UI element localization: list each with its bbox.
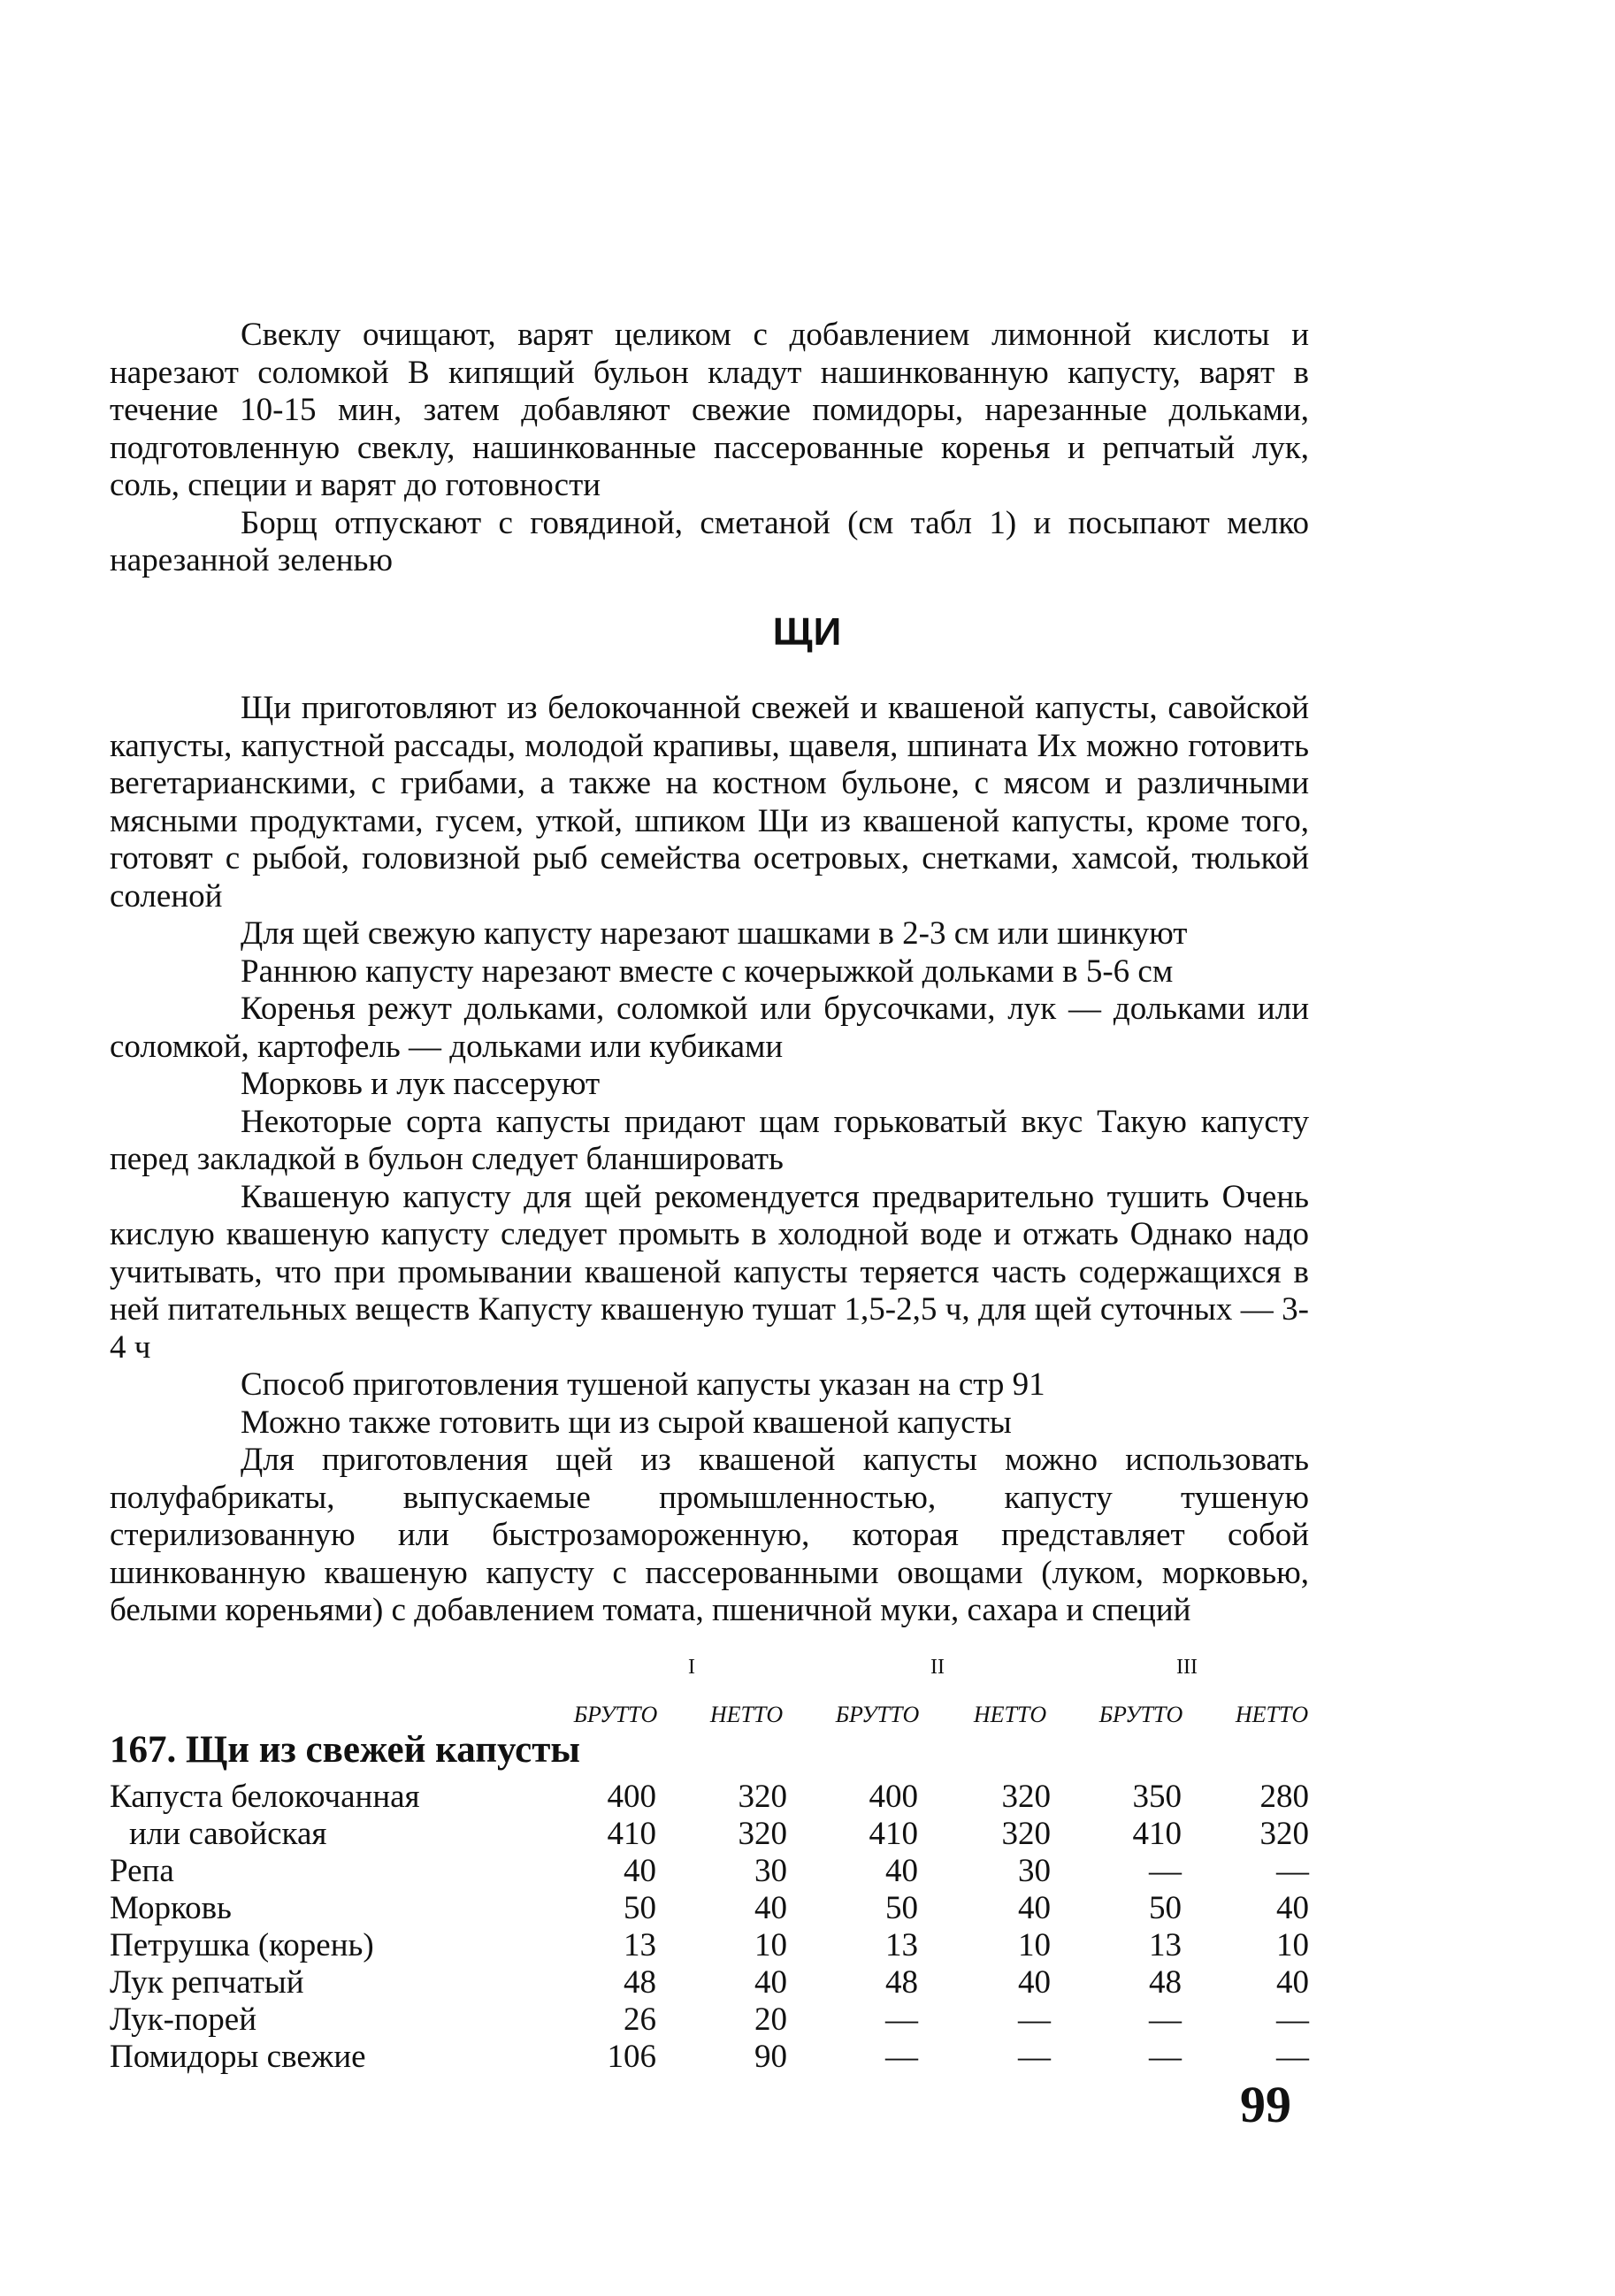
cell: 40 [1276, 1890, 1309, 1926]
cell: 40 [885, 1853, 918, 1889]
table-row [110, 1963, 1309, 2001]
cell: — [1018, 2039, 1051, 2075]
cell: 30 [754, 1853, 787, 1889]
column-header: НЕТТО [973, 1702, 1047, 1727]
paragraph: Можно также готовить щи из сырой квашеной капусты [241, 1404, 1012, 1441]
cell: 40 [624, 1853, 656, 1889]
column-header: БРУТТО [835, 1702, 920, 1727]
paragraph: Раннюю капусту нарезают вместе с кочерыжкой дольками в 5-6 см [241, 953, 1174, 990]
recipe-title: 167. Щи из свежей капусты [110, 1729, 580, 1771]
paragraph: Борщ отпускают с говядиной, сметаной (см табл 1) и посыпают мелко нарезанной зеленью [110, 504, 1309, 578]
table-row [110, 2001, 1309, 2038]
paragraph: Некоторые сорта капусты придают щам горьковатый вкус Такую капусту перед закладкой в бульон следует бланшировать [110, 1103, 1309, 1177]
cell: — [1149, 2001, 1182, 2038]
cell: 410 [607, 1816, 656, 1852]
cell: 10 [754, 1927, 787, 1963]
paragraph: Коренья режут дольками, соломкой или брусочками, лук — дольками или соломкой, картофель — дольками или кубиками [110, 991, 1309, 1065]
paragraph: Квашеную капусту для щей рекомендуется предварительно тушить Очень кислую квашеную капусту следует промыть в холодной воде и отжать Однако надо учитывать, что при промывании квашеной капусты теряется часть содержащихся в ней питательных веществ Капусту квашеную тушат 1,5-2,5 ч, для щей суточных — 3-4 ч [110, 1178, 1309, 1366]
cell: 40 [754, 1964, 787, 2001]
cell: 320 [1001, 1779, 1051, 1815]
cell: 280 [1259, 1779, 1309, 1815]
column-header: НЕТТО [1235, 1702, 1309, 1727]
column-header: БРУТТО [573, 1702, 658, 1727]
group-header: II [930, 1656, 945, 1679]
cell: 40 [754, 1890, 787, 1926]
group-header: III [1176, 1656, 1198, 1679]
cell: 48 [1149, 1964, 1182, 2001]
cell: 40 [1018, 1964, 1051, 2001]
column-header: БРУТТО [1098, 1702, 1183, 1727]
cell: — [1276, 1853, 1309, 1889]
table-row [110, 1926, 1309, 1963]
cell: 48 [885, 1964, 918, 2001]
cell: — [1276, 2001, 1309, 2038]
cell: 350 [1132, 1779, 1182, 1815]
cell: 13 [885, 1927, 918, 1963]
column-header: НЕТТО [709, 1702, 784, 1727]
cell: 13 [1149, 1927, 1182, 1963]
cell: 40 [1018, 1890, 1051, 1926]
cell: 320 [1259, 1816, 1309, 1852]
table-row [110, 1815, 1309, 1852]
section-heading: ЩИ [772, 610, 843, 654]
intro-text-block [110, 317, 1309, 580]
paragraph: Щи приготовляют из белокочанной свежей и квашеной капусты, савойской капусты, капустной рассады, молодой крапивы, щавеля, шпината Их можно готовить вегетарианскими, с грибами, а также на костном бульоне, с мясом и различными мясными продуктами, гусем, уткой, шпиком Щи из квашеной капусты, кроме того, готовят с рыбой, головизной рыб семейства осетровых, снетками, хамсой, тюлькой соленой [110, 690, 1309, 915]
table-row [110, 2038, 1309, 2075]
group-header: I [688, 1656, 695, 1679]
table-row [110, 1889, 1309, 1926]
cell: 26 [624, 2001, 656, 2038]
cell: 50 [1149, 1890, 1182, 1926]
cell: 20 [754, 2001, 787, 2038]
cell: 320 [1001, 1816, 1051, 1852]
table-row [110, 1852, 1309, 1889]
cell: 106 [607, 2039, 656, 2075]
cell: 50 [624, 1890, 656, 1926]
paragraph: Для приготовления щей из квашеной капусты можно использовать полуфабрикаты, выпускаемые промышленностью, капусту тушеную стерилизованную или быстрозамороженную, которая представляет собой шинкованную квашеную капусту с пассерованными овощами (луком, морковью, белыми кореньями) с добавлением томата, пшеничной муки, сахара и специй [110, 1442, 1309, 1628]
paragraph: Для щей свежую капусту нарезают шашками в 2-3 см или шинкуют [241, 915, 1188, 952]
paragraph: Морковь и лук пассеруют [241, 1066, 601, 1102]
ingredient-name: Петрушка (корень) [110, 1927, 374, 1963]
cell: 10 [1276, 1927, 1309, 1963]
cell: 410 [869, 1816, 918, 1852]
paragraph: Свеклу очищают, варят целиком с добавлением лимонной кислоты и нарезают соломкой В кипящий бульон кладут нашинкованную капусту, варят в течение 10-15 мин, затем добавляют свежие помидоры, нарезанные дольками, подготовленную свеклу, нашинкованные пассерованные коренья и репчатый лук, соль, специи и варят до готовности [110, 317, 1309, 503]
cell: — [1276, 2039, 1309, 2075]
cell: 90 [754, 2039, 787, 2075]
ingredient-name: Лук репчатый [110, 1964, 304, 2001]
ingredient-name: Морковь [110, 1890, 232, 1926]
cell: 40 [1276, 1964, 1309, 2001]
cell: 400 [607, 1779, 656, 1815]
paragraph: Способ приготовления тушеной капусты указан на стр 91 [241, 1366, 1045, 1403]
page-number: 99 [1240, 2076, 1291, 2133]
ingredient-name: Лук-порей [110, 2001, 256, 2038]
cell: — [1018, 2001, 1051, 2038]
cell: 30 [1018, 1853, 1051, 1889]
cell: — [885, 2039, 918, 2075]
cell: 410 [1132, 1816, 1182, 1852]
ingredient-name: или савойская [129, 1816, 327, 1852]
cell: 13 [624, 1927, 656, 1963]
cell: 400 [869, 1779, 918, 1815]
ingredient-name: Капуста белокочанная [110, 1779, 420, 1815]
cell: 320 [738, 1816, 787, 1852]
cell: 320 [738, 1779, 787, 1815]
main-text-block [110, 690, 1309, 1630]
cell: — [885, 2001, 918, 2038]
cell: 48 [624, 1964, 656, 2001]
cell: 50 [885, 1890, 918, 1926]
ingredient-name: Помидоры свежие [110, 2039, 366, 2075]
cell: — [1149, 1853, 1182, 1889]
ingredient-name: Репа [110, 1853, 174, 1889]
cell: 10 [1018, 1927, 1051, 1963]
cell: — [1149, 2039, 1182, 2075]
table-row [110, 1778, 1309, 1815]
